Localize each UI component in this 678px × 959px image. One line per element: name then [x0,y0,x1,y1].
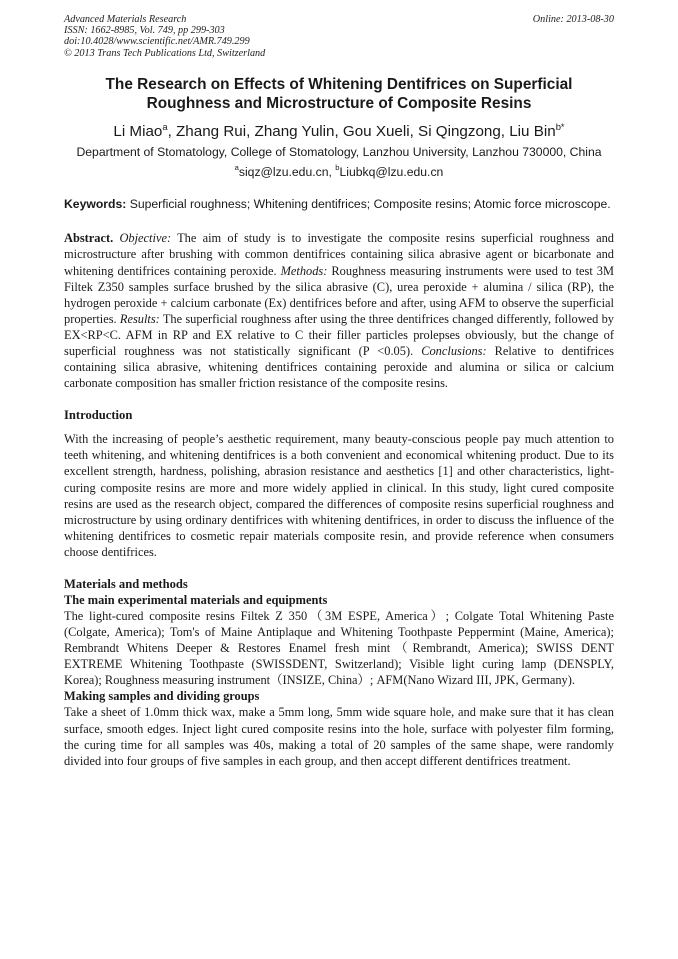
online-date: Online: 2013-08-30 [532,14,614,25]
objective-text: The aim of study is to investigate the composite resins superficial roughness and microstructure after brushing with common dentifrices containing silica abrasive agent or bicarbonate and whitening dentifrices containing peroxide. [64,231,614,278]
keywords-text: Superficial roughness; Whitening dentifrices; Composite resins; Atomic force microscope. [126,196,611,211]
abstract [64,230,614,391]
copyright-line: © 2013 Trans Tech Publications Ltd, Switzerland [64,47,266,59]
conclusions-label: Conclusions: [421,343,487,358]
introduction-heading: Introduction [64,408,133,423]
materials-subheading: The main experimental materials and equipments [64,593,328,607]
paper-title: The Research on Effects of Whitening Dentifrices on Superficial Roughness and Microstructure of Composite Resins [105,75,573,112]
results-label: Results: [119,311,160,326]
author-others: , Zhang Rui, Zhang Yulin, Gou Xueli, Si Qingzong, Liu Bin [167,122,556,140]
results-text: The superficial roughness after using the three dentifrices changed differently, followed by EX<RP<C. AFM in RP and EX relative to C their filler particles prolepses obviously, but the change of superficial roughness was not statistically significant (P <0.05). [64,311,615,358]
keywords-label: Keywords: [64,196,127,211]
email-a-sup: a [234,162,239,172]
abstract-label: Abstract. [64,231,114,246]
author-list [64,122,614,142]
email-line [64,163,614,181]
keywords [64,197,614,213]
doi-line: doi:10.4028/www.scientific.net/AMR.749.299 [64,36,250,48]
methods-text: Roughness measuring instruments were used to test 3M Filtek Z350 samples surface brushed by the silica abrasive (C), urea peroxide + alumina / silica (RP), the hydrogen peroxide + calcium carbonate (Ex) dentifrices before and after, using AFM to observe the superficial properties. [64,263,614,326]
journal-name: Advanced Materials Research [64,14,187,25]
journal-header [64,14,614,59]
email-a: siqz@lzu.edu.cn, [238,164,336,179]
samples-text: Take a sheet of 1.0mm thick wax, make a 5mm long, 5mm wide square hole, and make sure that it has clean surface, smooth edges. Inject light cured composite resins into the hole, surface with polyester film forming, the curing time for all samples was 40s, making a total of 20 samples of the same shape, were randomly divided into four groups of five samples in each group, and then accept different dentifrices treatment. [64,705,614,768]
conclusions-text: Relative to dentifrices containing silica abrasive, whitening dentifrices containing peroxide and alumina or silica or calcium carbonate composition has smaller friction resistance of the composite resins. [64,343,614,391]
methods-label: Methods: [280,263,328,278]
author-first: Li Miao [113,122,163,140]
objective-label: Objective: [119,231,172,246]
author-first-sup: a [162,120,168,132]
methods-heading: Materials and methods [64,577,188,591]
introduction-text: With the increasing of people’s aesthetic requirement, many beauty-conscious people pay much attention to teeth whitening, and whitening dentifrices is a both convenient and economical whitening product. Due to its excellent strength, hardness, polishing, abrasion resistance and aesthetics [1] and other characteristics, light-curing composite resins are more and more widely applied in clinical. In this study, light cured composite resins are used as the research object, compared the differences of composite resins superficial roughness and microstructure by using ordinary dentifrices with whitening dentifrices, in order to discuss the influence of the whitening dentifrices to cosmetic repair materials composite resin, and provide reference when consumers choose dentifrices. [64,432,614,559]
paper-page [64,14,614,769]
samples-subheading: Making samples and dividing groups [64,689,260,704]
email-b: Liubkq@lzu.edu.cn [339,164,444,179]
materials-text: The light-cured composite resins Filtek Z 350（3M ESPE, America）; Colgate Total Whitening Paste (Colgate, America); Tom's of Maine Antiplaque and Whitening Toothpaste Peppermint (Maine, America); Rembrandt Whitens Deeper & Restores Enamel fresh mint（Rembrandt, America); SWISS DENT EXTREME Whitening Toothpaste (SWISSDENT, Switzerland); Visible light curing lamp (DENSPLY, Korea); Roughness measuring instrument（INSIZE, China）; AFM(Nano Wizard III, JPK, Germany). [64,609,614,688]
issn-line: ISSN: 1662-8985, Vol. 749, pp 299-303 [64,25,225,37]
email-b-sup: b [335,162,340,172]
author-last-sup: b* [555,120,565,132]
affiliation: Department of Stomatology, College of Stomatology, Lanzhou University, Lanzhou 730000, China [76,144,602,159]
